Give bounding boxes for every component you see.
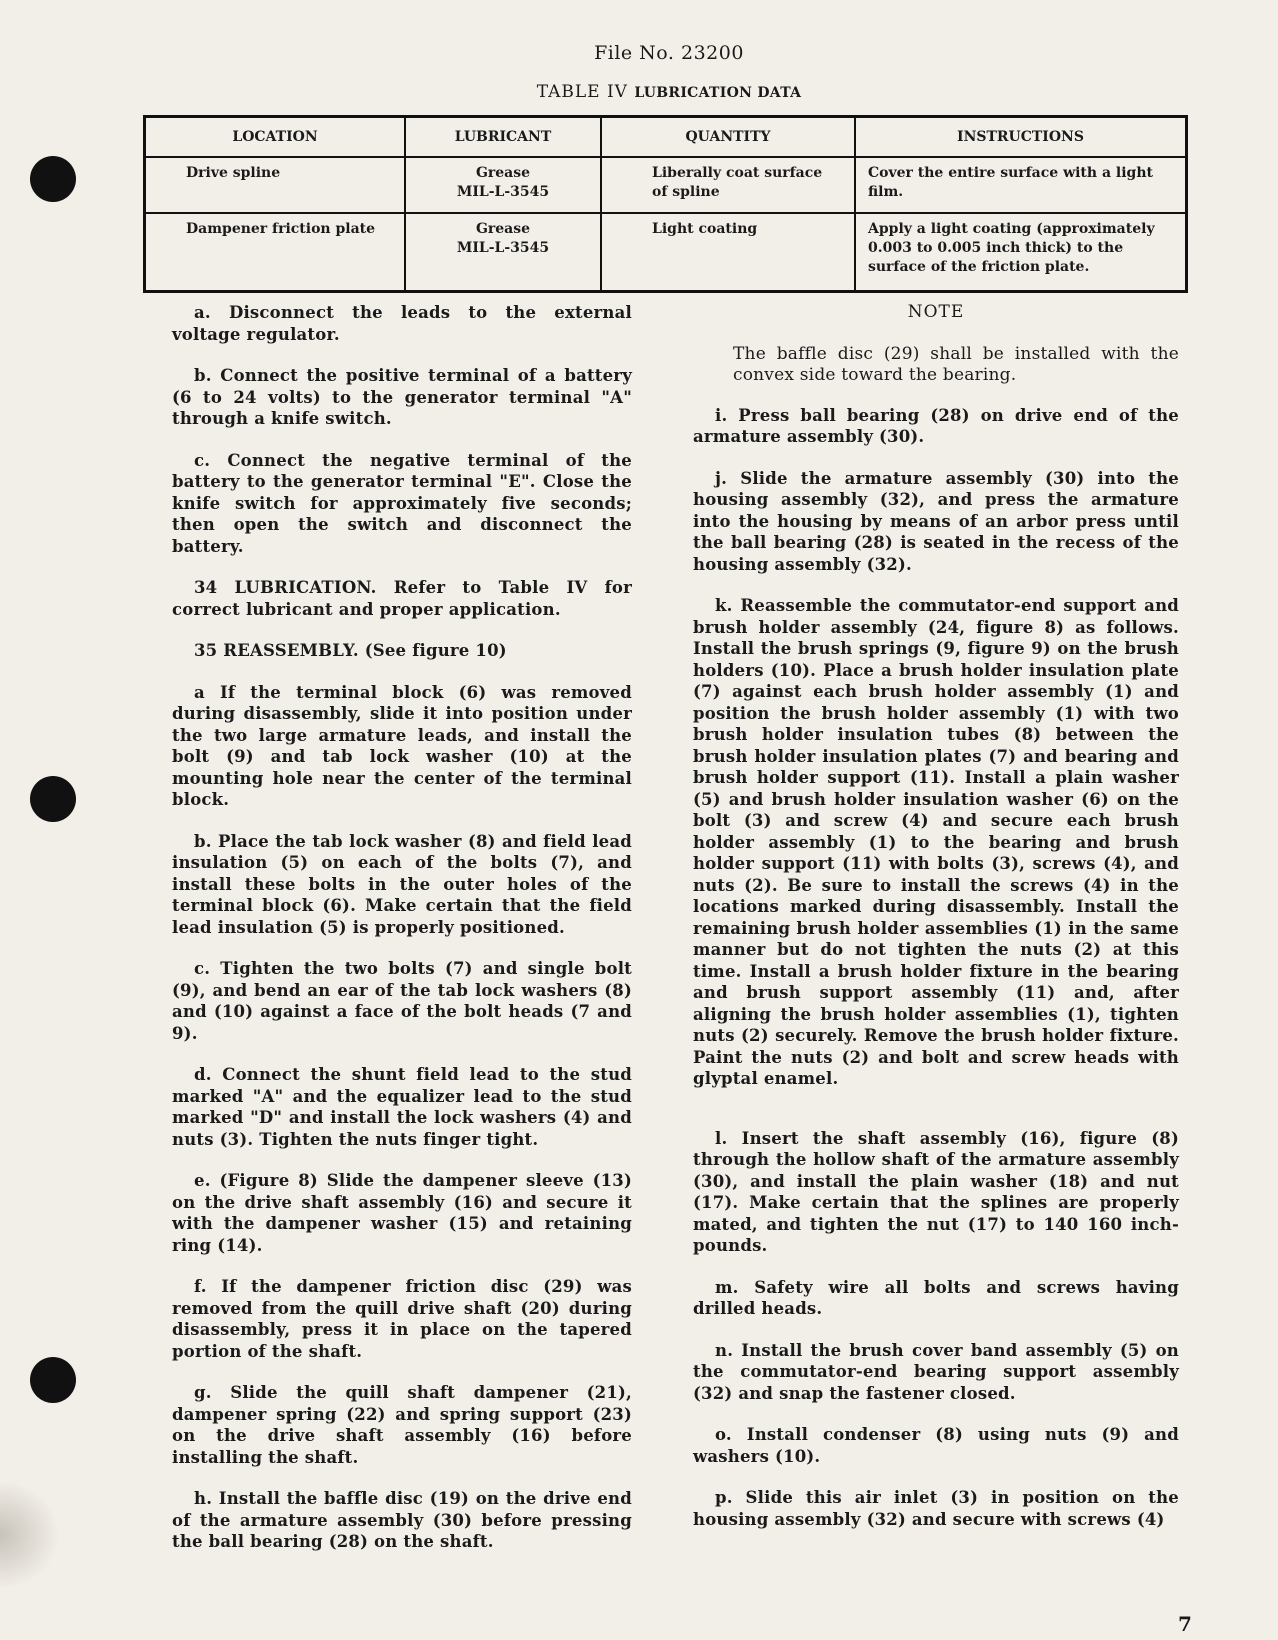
reassembly-step-f: f. If the dampener friction disc (29) was removed from the quill drive shaft (20) during disassembly, press it in place on the tapered portion of the shaft.: [172, 1277, 632, 1361]
cell-quantity: Liberally coat surface of spline: [601, 157, 855, 213]
right-column: [693, 302, 1179, 1550]
reassembly-step-h: h. Install the baffle disc (19) on the drive end of the armature assembly (30) before pressing the ball bearing (28) on the shaft.: [172, 1489, 632, 1551]
reassembly-step-k: k. Reassemble the commutator-end support and brush holder assembly (24, figure 8) as follows. Install the brush springs (9, figure 9) on the brush holders (10). Place a brush holder insulation plate (7) against each brush holder assembly (1) and position the brush holder assembly (1) with two brush holder insulation tubes (8) between the brush holder insulation plates (7) and bearing and brush holder support (11). Install a plain washer (5) and brush holder insulation washer (6) on the bolt (3) and screw (4) and secure each brush holder assembly (1) to the bearing and brush holder support (11) with bolts (3), screws (4), and nuts (2). Be sure to install the screws (4) in the locations marked during disassembly. Install the remaining brush holder assemblies (1) in the same manner but do not tighten the nuts (2) at this time. Install a brush holder fixture in the bearing and brush support assembly (11) and, after aligning the brush holder assemblies (1), tighten nuts (2) securely. Remove the brush holder fixture. Paint the nuts (2) and bolt and screw heads with glyptal enamel.: [693, 596, 1179, 1088]
cell-instructions: Apply a light coating (approximately 0.003 to 0.005 inch thick) to the surface of the friction plate.: [855, 213, 1187, 292]
reassembly-step-e: e. (Figure 8) Slide the dampener sleeve (13) on the drive shaft assembly (16) and secure it with the dampener washer (15) and retaining ring (14).: [172, 1171, 632, 1255]
reassembly-step-b: b. Place the tab lock washer (8) and field lead insulation (5) on each of the bolts (7), and install these bolts in the outer holes of the terminal block (6). Make certain that the field lead insulation (5) is properly positioned.: [172, 831, 632, 937]
file-number: File No. 23200: [594, 42, 744, 64]
table-title-main: TABLE IV: [536, 82, 628, 102]
lubricant-spec: MIL-L-3545: [456, 184, 550, 200]
page-smudge: [0, 1480, 60, 1590]
reassembly-step-g: g. Slide the quill shaft dampener (21), dampener spring (22) and spring support (23) on the drive shaft assembly (16) before installing the shaft.: [172, 1383, 632, 1467]
reassembly-step-i: i. Press ball bearing (28) on drive end of the armature assembly (30).: [693, 405, 1179, 446]
cell-location: Drive spline: [145, 157, 406, 213]
table-title: [0, 82, 1278, 102]
page-number: 7: [1178, 1612, 1192, 1636]
header-lubricant: LUBRICANT: [405, 117, 601, 158]
table-header-row: [145, 117, 1187, 158]
cell-location: Dampener friction plate: [145, 213, 406, 292]
paragraph-c: c. Connect the negative terminal of the battery to the generator terminal "E". Close the knife switch for approximately five seconds; then open the switch and disconnect the battery.: [172, 450, 632, 556]
lubricant-type: Grease: [475, 165, 531, 181]
punch-hole-bottom: [30, 1357, 76, 1403]
section-34-lubrication: 34 LUBRICATION. Refer to Table IV for correct lubricant and proper application.: [172, 578, 632, 619]
cell-lubricant: [405, 157, 601, 213]
table-row: [145, 157, 1187, 213]
reassembly-step-a: a If the terminal block (6) was removed during disassembly, slide it into position under the two large armature leads, and install the bolt (9) and tab lock washer (10) at the mounting hole near the center of the terminal block.: [172, 682, 632, 809]
cell-lubricant: [405, 213, 601, 292]
lubrication-table: [143, 115, 1188, 293]
punch-hole-middle: [30, 776, 76, 822]
cell-instructions: Cover the entire surface with a light film.: [855, 157, 1187, 213]
reassembly-step-p: p. Slide this air inlet (3) in position on the housing assembly (32) and secure with screws (4): [693, 1488, 1179, 1529]
paragraph-b: b. Connect the positive terminal of a battery (6 to 24 volts) to the generator terminal "A" through a knife switch.: [172, 366, 632, 428]
reassembly-step-j: j. Slide the armature assembly (30) into the housing assembly (32), and press the armature into the housing by means of an arbor press until the ball bearing (28) is seated in the recess of the housing assembly (32).: [693, 468, 1179, 574]
punch-hole-top: [30, 156, 76, 202]
note-body: The baffle disc (29) shall be installed with the convex side toward the bearing.: [733, 343, 1179, 385]
paragraph-a: a. Disconnect the leads to the external voltage regulator.: [172, 303, 632, 344]
cell-quantity: Light coating: [601, 213, 855, 292]
reassembly-step-o: o. Install condenser (8) using nuts (9) and washers (10).: [693, 1425, 1179, 1466]
note-title: NOTE: [907, 302, 965, 322]
lubricant-type: Grease: [475, 221, 531, 237]
header-location: LOCATION: [145, 117, 406, 158]
reassembly-step-d: d. Connect the shunt field lead to the stud marked "A" and the equalizer lead to the stud marked "D" and install the lock washers (4) and nuts (3). Tighten the nuts finger tight.: [172, 1065, 632, 1149]
header-instructions: INSTRUCTIONS: [855, 117, 1187, 158]
reassembly-step-c: c. Tighten the two bolts (7) and single bolt (9), and bend an ear of the tab lock washers (8) and (10) against a face of the bolt heads (7 and 9).: [172, 959, 632, 1043]
reassembly-step-l: l. Insert the shaft assembly (16), figure (8) through the hollow shaft of the armature assembly (30), and install the plain washer (18) and nut (17). Make certain that the splines are properly mated, and tighten the nut (17) to 140 160 inch-pounds.: [693, 1128, 1179, 1255]
reassembly-step-n: n. Install the brush cover band assembly (5) on the commutator-end bearing support assembly (32) and snap the fastener closed.: [693, 1340, 1179, 1403]
left-column: [172, 302, 632, 1573]
table-row: [145, 213, 1187, 292]
reassembly-step-m: m. Safety wire all bolts and screws having drilled heads.: [693, 1277, 1179, 1318]
header-quantity: QUANTITY: [601, 117, 855, 158]
table-title-sub: LUBRICATION DATA: [634, 85, 802, 101]
lubricant-spec: MIL-L-3545: [456, 240, 550, 256]
section-35-reassembly: 35 REASSEMBLY. (See figure 10): [194, 641, 507, 660]
